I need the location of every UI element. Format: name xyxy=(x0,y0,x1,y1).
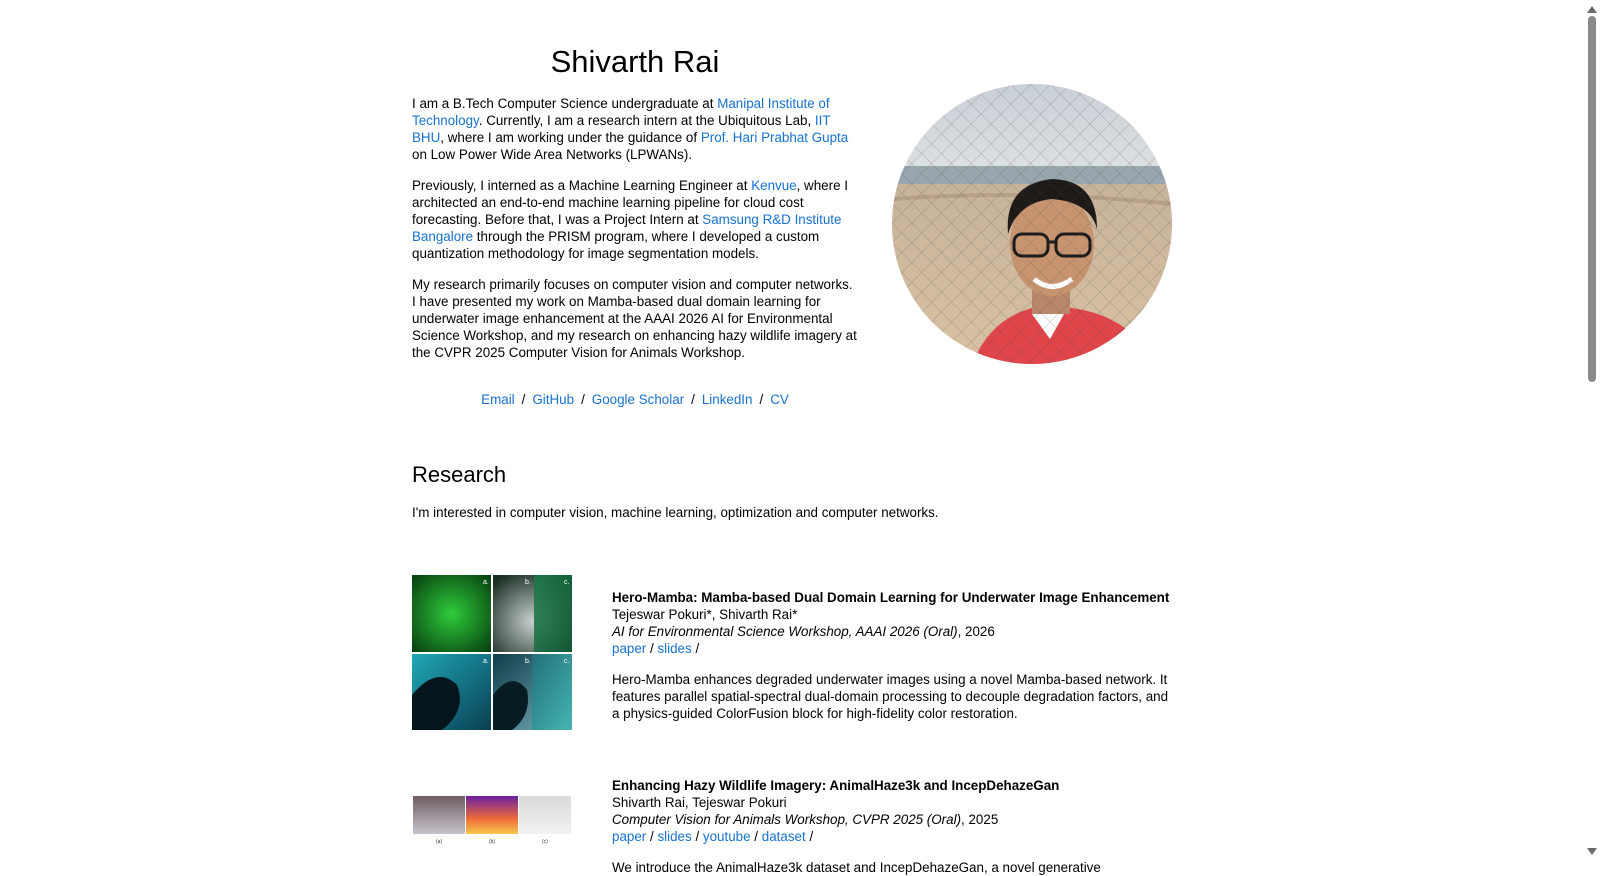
bio-paragraph-1 xyxy=(412,95,858,163)
cv-link[interactable]: CV xyxy=(770,392,789,407)
research-heading: Research xyxy=(412,462,507,487)
panel-label: a. xyxy=(483,579,489,586)
separator: / xyxy=(521,392,526,407)
panel-label: c. xyxy=(564,579,570,586)
scrollbar-thumb[interactable] xyxy=(1588,16,1596,382)
publication-links xyxy=(612,828,1178,845)
separator: / xyxy=(691,392,695,407)
separator: / xyxy=(695,829,700,844)
samsung-link[interactable]: Samsung R&D Institute Bangalore xyxy=(412,212,842,244)
publication-description: We introduce the AnimalHaze3k dataset and IncepDehazeGan, a novel generative xyxy=(612,860,1101,875)
youtube-link[interactable]: youtube xyxy=(702,829,751,844)
bio-text: , where I architected an end-to-end machine learning pipeline for cloud cost forecasting. Before that, I was a Project Intern at xyxy=(412,178,848,227)
publication-authors: Tejeswar Pokuri*, Shivarth Rai* xyxy=(612,607,798,622)
publication-info xyxy=(612,589,1178,722)
hazy-wildlife-figure-image xyxy=(412,763,572,861)
slides-link[interactable]: slides xyxy=(657,641,692,656)
separator: / xyxy=(809,829,814,844)
publication-title: Enhancing Hazy Wildlife Imagery: AnimalHaze3k and IncepDehazeGan xyxy=(612,778,1060,793)
google-scholar-link[interactable]: Google Scholar xyxy=(591,392,685,407)
separator: / xyxy=(754,829,759,844)
publication-authors: Shivarth Rai, Tejeswar Pokuri xyxy=(612,795,787,810)
publication-thumbnail xyxy=(412,575,572,734)
separator: / xyxy=(695,641,700,656)
publication-title: Hero-Mamba: Mamba-based Dual Domain Learning for Underwater Image Enhancement xyxy=(612,590,1170,605)
profile-photo xyxy=(892,84,1172,364)
separator: / xyxy=(649,829,654,844)
dataset-link[interactable]: dataset xyxy=(761,829,806,844)
publication-venue: AI for Environmental Science Workshop, AAAI 2026 (Oral) xyxy=(612,624,958,639)
bio-text: through the PRISM program, where I developed a custom quantization methodology for image segmentation models. xyxy=(412,229,820,261)
publication-description: Hero-Mamba enhances degraded underwater images using a novel Mamba-based network. It features parallel spatial-spectral dual-domain processing to decouple degradation factors, and a physics-guided ColorFusion block for high-fidelity color restoration. xyxy=(612,672,1169,721)
profile-photo-image xyxy=(892,84,1172,364)
underwater-figure-image xyxy=(412,575,572,730)
paper-link[interactable]: paper xyxy=(612,829,647,844)
bio-text: I am a B.Tech Computer Science undergraduate at xyxy=(412,96,718,111)
bio-text: , where I am working under the guidance of xyxy=(440,130,701,145)
kenvue-link[interactable]: Kenvue xyxy=(751,178,797,193)
separator: / xyxy=(581,392,585,407)
panel-label: (a) xyxy=(436,839,443,845)
separator: / xyxy=(649,641,654,656)
bio-text: Previously, I interned as a Machine Learning Engineer at xyxy=(412,178,752,193)
vertical-scrollbar[interactable] xyxy=(1583,0,1600,861)
scroll-up-arrow-icon[interactable] xyxy=(1587,6,1597,13)
email-link[interactable]: Email xyxy=(481,392,515,407)
panel-label: b. xyxy=(525,658,531,665)
paper-link[interactable]: paper xyxy=(612,641,647,656)
advisor-link[interactable]: Prof. Hari Prabhat Gupta xyxy=(700,130,849,145)
publication-venue: Computer Vision for Animals Workshop, CVPR 2025 (Oral) xyxy=(612,812,962,827)
bio-paragraph-2 xyxy=(412,177,858,262)
publication-year: , 2025 xyxy=(961,812,999,827)
panel-label: (c) xyxy=(542,839,548,845)
profile-links xyxy=(412,391,858,408)
separator: / xyxy=(759,392,764,407)
publication-thumbnail xyxy=(412,763,572,865)
panel-label: c. xyxy=(564,658,570,665)
panel-label: a. xyxy=(483,658,489,665)
linkedin-link[interactable]: LinkedIn xyxy=(701,392,753,407)
publication-info xyxy=(612,777,1178,876)
panel-label: (b) xyxy=(489,839,496,845)
github-link[interactable]: GitHub xyxy=(532,392,575,407)
bio-text: on Low Power Wide Area Networks (LPWANs). xyxy=(412,147,693,162)
slides-link[interactable]: slides xyxy=(657,829,692,844)
scroll-down-arrow-icon[interactable] xyxy=(1587,848,1597,855)
manipal-link[interactable]: Manipal Institute of Technology xyxy=(412,96,830,128)
publication-venue-line xyxy=(612,811,1178,828)
research-description: I'm interested in computer vision, machine learning, optimization and computer networks. xyxy=(412,505,939,520)
bio-paragraph-3: My research primarily focuses on computer vision and computer networks. I have presented my work on Mamba-based dual domain learning for underwater image enhancement at the AAAI 2026 AI for Environmental Science Workshop, and my research on enhancing hazy wildlife imagery at the CVPR 2025 Computer Vision for Animals Workshop. xyxy=(412,277,857,360)
bio xyxy=(412,95,858,375)
panel-label: b. xyxy=(525,579,531,586)
page-title: Shivarth Rai xyxy=(550,44,720,79)
publication-venue-line xyxy=(612,623,1178,640)
publication-links xyxy=(612,640,1178,657)
publication-year: , 2026 xyxy=(957,624,995,639)
iit-bhu-link[interactable]: IIT BHU xyxy=(412,113,831,145)
bio-text: . Currently, I am a research intern at the Ubiquitous Lab, xyxy=(478,113,815,128)
